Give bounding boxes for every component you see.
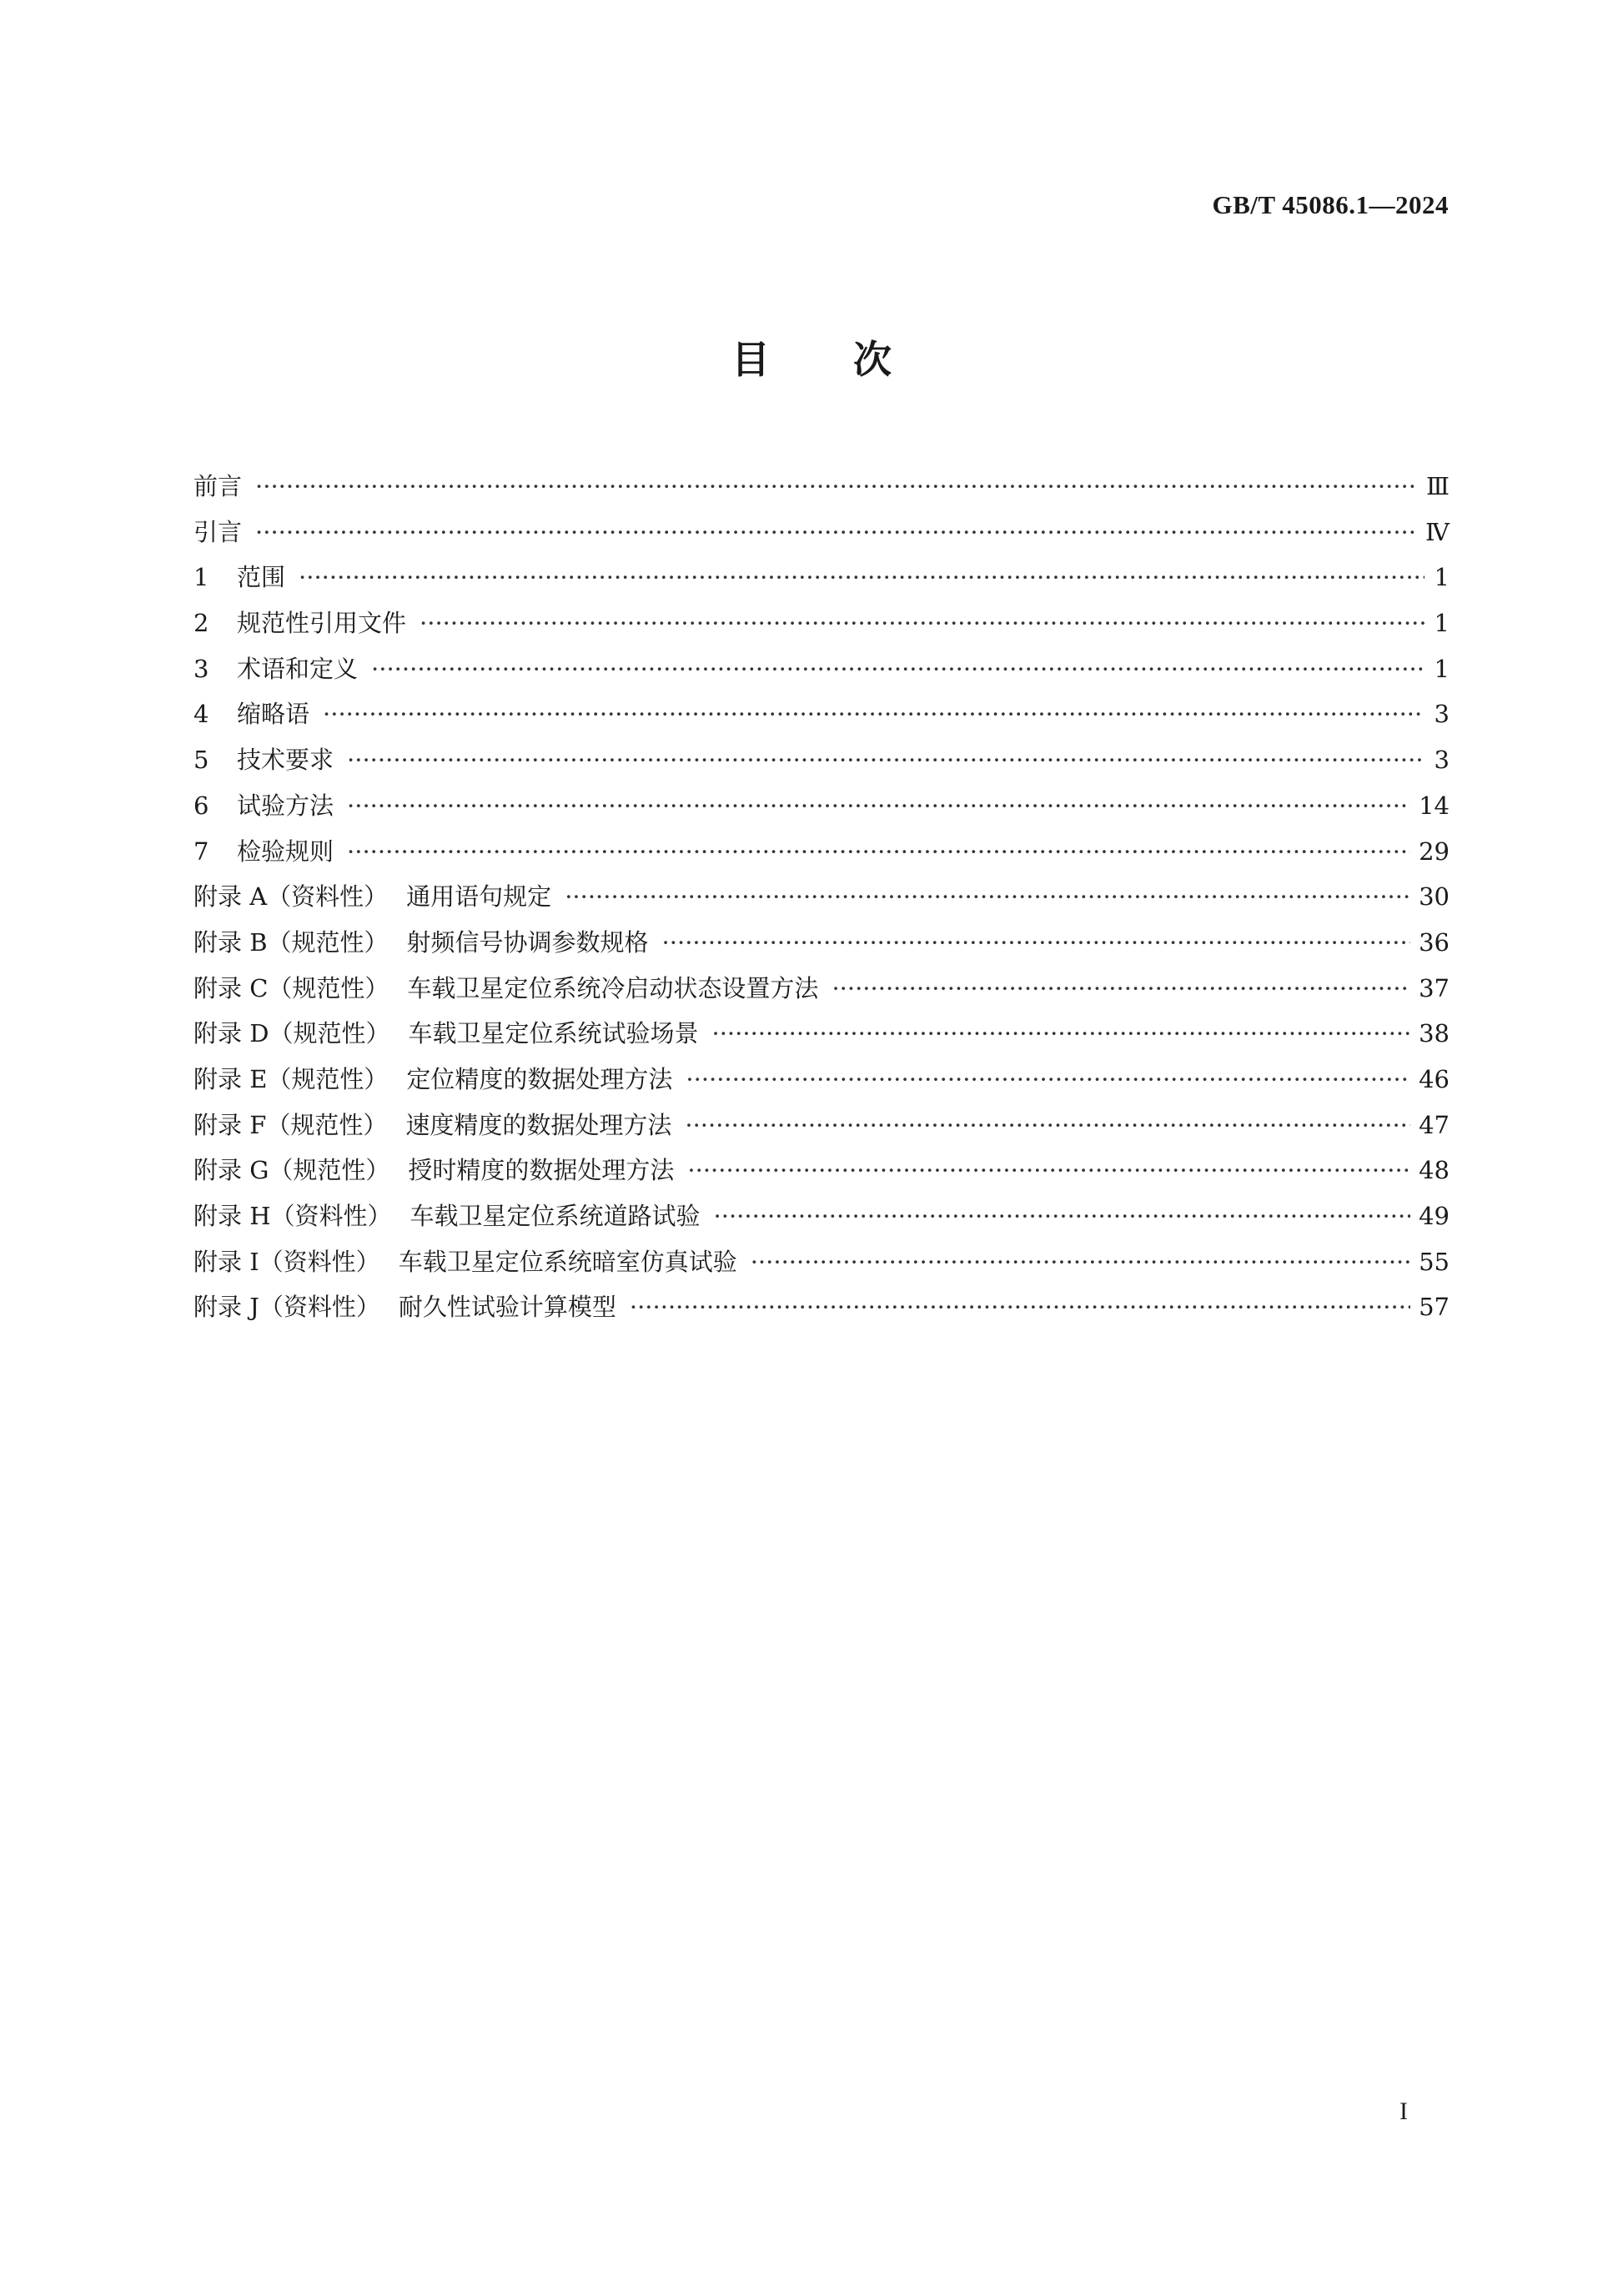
toc-entry-number: 6 — [193, 791, 209, 820]
toc-entry[interactable] — [193, 874, 1450, 920]
toc-entry-annex-prefix: 附录 D（规范性） — [193, 1019, 390, 1048]
toc-entry-annex-prefix: 附录 F（规范性） — [193, 1110, 388, 1139]
toc-entry[interactable] — [193, 555, 1450, 600]
toc-entry-heading — [193, 646, 358, 692]
toc-dot-leader — [255, 464, 1418, 510]
toc-entry-page: 38 — [1419, 1019, 1450, 1048]
toc-entry-heading — [193, 510, 242, 555]
toc-dot-leader — [299, 555, 1425, 600]
toc-entry-heading — [193, 737, 334, 783]
toc-entry-heading — [193, 1284, 616, 1330]
toc-dot-leader — [347, 737, 1425, 783]
toc-entry-heading — [193, 600, 406, 646]
toc-entry-page: 36 — [1419, 927, 1450, 957]
toc-entry-label: 车载卫星定位系统试验场景 — [408, 1019, 699, 1048]
toc-entry-label: 引言 — [193, 517, 243, 546]
toc-entry-page: 30 — [1419, 882, 1450, 912]
toc-entry-label: 车载卫星定位系统冷启动状态设置方法 — [407, 973, 819, 1002]
toc-entry-annex-prefix: 附录 I（资料性） — [193, 1247, 380, 1276]
toc-entry-label: 通用语句规定 — [406, 882, 552, 912]
toc-entry-page: 1 — [1434, 654, 1450, 683]
toc-dot-leader — [686, 1057, 1410, 1103]
toc-entry-page: 37 — [1419, 973, 1450, 1002]
toc-entry[interactable] — [193, 510, 1450, 555]
toc-entry-label: 车载卫星定位系统暗室仿真试验 — [398, 1247, 737, 1276]
toc-entry-label: 试验方法 — [237, 791, 334, 820]
toc-entry[interactable] — [193, 1193, 1450, 1239]
toc-entry-heading — [193, 1193, 701, 1239]
toc-entry-heading — [193, 1103, 671, 1148]
standard-code: GB/T 45086.1—2024 — [1212, 190, 1449, 219]
toc-entry-label: 术语和定义 — [237, 654, 359, 683]
toc-dot-leader — [347, 783, 1410, 829]
toc-dot-leader — [255, 510, 1417, 555]
toc-list — [193, 464, 1450, 1330]
toc-entry-label: 缩略语 — [237, 700, 310, 729]
toc-entry-annex-prefix: 附录 G（规范性） — [193, 1156, 390, 1185]
toc-entry-label: 技术要求 — [237, 746, 334, 775]
toc-entry[interactable] — [193, 1103, 1450, 1148]
toc-entry-page: 49 — [1419, 1202, 1450, 1230]
toc-dot-leader — [565, 874, 1410, 920]
toc-entry[interactable] — [193, 920, 1450, 966]
toc-entry-label: 规范性引用文件 — [237, 609, 407, 638]
toc-entry[interactable] — [193, 600, 1450, 646]
toc-entry-heading — [193, 829, 334, 875]
toc-entry-label: 车载卫星定位系统道路试验 — [410, 1202, 701, 1230]
toc-entry-heading — [193, 920, 649, 966]
toc-entry-label: 授时精度的数据处理方法 — [408, 1156, 675, 1185]
toc-entry-number: 4 — [193, 700, 209, 729]
toc-entry-page: 14 — [1419, 791, 1450, 820]
page-number: I — [1399, 2098, 1408, 2125]
toc-entry[interactable] — [193, 1011, 1450, 1057]
toc-entry-annex-prefix: 附录 H（资料性） — [193, 1202, 392, 1230]
toc-entry-page: 29 — [1419, 837, 1450, 866]
toc-entry[interactable] — [193, 691, 1450, 737]
toc-entry-label: 耐久性试验计算模型 — [398, 1293, 616, 1322]
toc-entry-annex-prefix: 附录 B（规范性） — [193, 927, 389, 957]
toc-entry-heading — [193, 1057, 672, 1103]
toc-entry-page: Ⅳ — [1425, 517, 1450, 546]
toc-entry-heading — [193, 691, 309, 737]
toc-dot-leader — [323, 691, 1425, 737]
toc-entry[interactable] — [193, 1148, 1450, 1193]
toc-entry-annex-prefix: 附录 C（规范性） — [193, 973, 389, 1002]
toc-entry-heading — [193, 874, 551, 920]
toc-dot-leader — [832, 966, 1410, 1012]
toc-entry-label: 范围 — [237, 563, 286, 592]
toc-entry-page: Ⅲ — [1426, 472, 1450, 500]
toc-entry-label: 射频信号协调参数规格 — [406, 927, 649, 957]
toc-entry-page: 46 — [1419, 1064, 1450, 1093]
toc-dot-leader — [687, 1148, 1410, 1193]
toc-entry-label: 前言 — [193, 472, 243, 500]
toc-dot-leader — [662, 920, 1411, 966]
toc-dot-leader — [630, 1284, 1410, 1330]
toc-entry-page: 47 — [1419, 1110, 1450, 1139]
toc-entry[interactable] — [193, 737, 1450, 783]
toc-entry-heading — [193, 966, 818, 1012]
toc-entry[interactable] — [193, 829, 1450, 875]
toc-entry-page: 1 — [1434, 563, 1450, 592]
toc-entry-annex-prefix: 附录 E（规范性） — [193, 1064, 389, 1093]
toc-entry-heading — [193, 783, 334, 829]
toc-entry-annex-prefix: 附录 J（资料性） — [193, 1293, 380, 1322]
toc-entry-page: 55 — [1419, 1247, 1450, 1276]
toc-dot-leader — [685, 1103, 1410, 1148]
toc-entry-annex-prefix: 附录 A（资料性） — [193, 882, 389, 912]
toc-dot-leader — [751, 1239, 1410, 1285]
toc-entry-number: 3 — [193, 654, 209, 683]
toc-entry-label: 检验规则 — [237, 837, 334, 866]
toc-entry[interactable] — [193, 646, 1450, 692]
toc-entry-heading — [193, 1148, 674, 1193]
toc-entry[interactable] — [193, 464, 1450, 510]
toc-entry-page: 1 — [1434, 609, 1450, 638]
toc-entry-heading — [193, 555, 285, 600]
toc-entry[interactable] — [193, 1239, 1450, 1285]
toc-entry-heading — [193, 1011, 699, 1057]
toc-dot-leader — [420, 600, 1425, 646]
toc-entry-label: 定位精度的数据处理方法 — [406, 1064, 673, 1093]
toc-entry[interactable] — [193, 783, 1450, 829]
toc-entry[interactable] — [193, 966, 1450, 1012]
toc-entry-number: 7 — [193, 837, 209, 866]
toc-entry-label: 速度精度的数据处理方法 — [405, 1110, 672, 1139]
toc-dot-leader — [714, 1193, 1411, 1239]
toc-entry-page: 48 — [1419, 1156, 1450, 1185]
toc-entry-heading — [193, 464, 242, 510]
toc-entry-number: 2 — [193, 609, 209, 638]
toc-entry-number: 5 — [193, 746, 209, 775]
toc-entry-page: 3 — [1434, 700, 1450, 729]
toc-title-char-1: 目 — [731, 337, 770, 382]
toc-entry-page: 57 — [1419, 1293, 1450, 1322]
toc-entry-page: 3 — [1434, 746, 1450, 775]
toc-dot-leader — [712, 1011, 1411, 1057]
toc-entry[interactable] — [193, 1284, 1450, 1330]
toc-dot-leader — [371, 646, 1425, 692]
toc-entry[interactable] — [193, 1057, 1450, 1103]
toc-dot-leader — [347, 829, 1410, 875]
toc-title — [0, 329, 1623, 384]
toc-entry-heading — [193, 1239, 737, 1285]
toc-entry-number: 1 — [193, 563, 209, 592]
toc-title-char-2: 次 — [853, 337, 892, 382]
